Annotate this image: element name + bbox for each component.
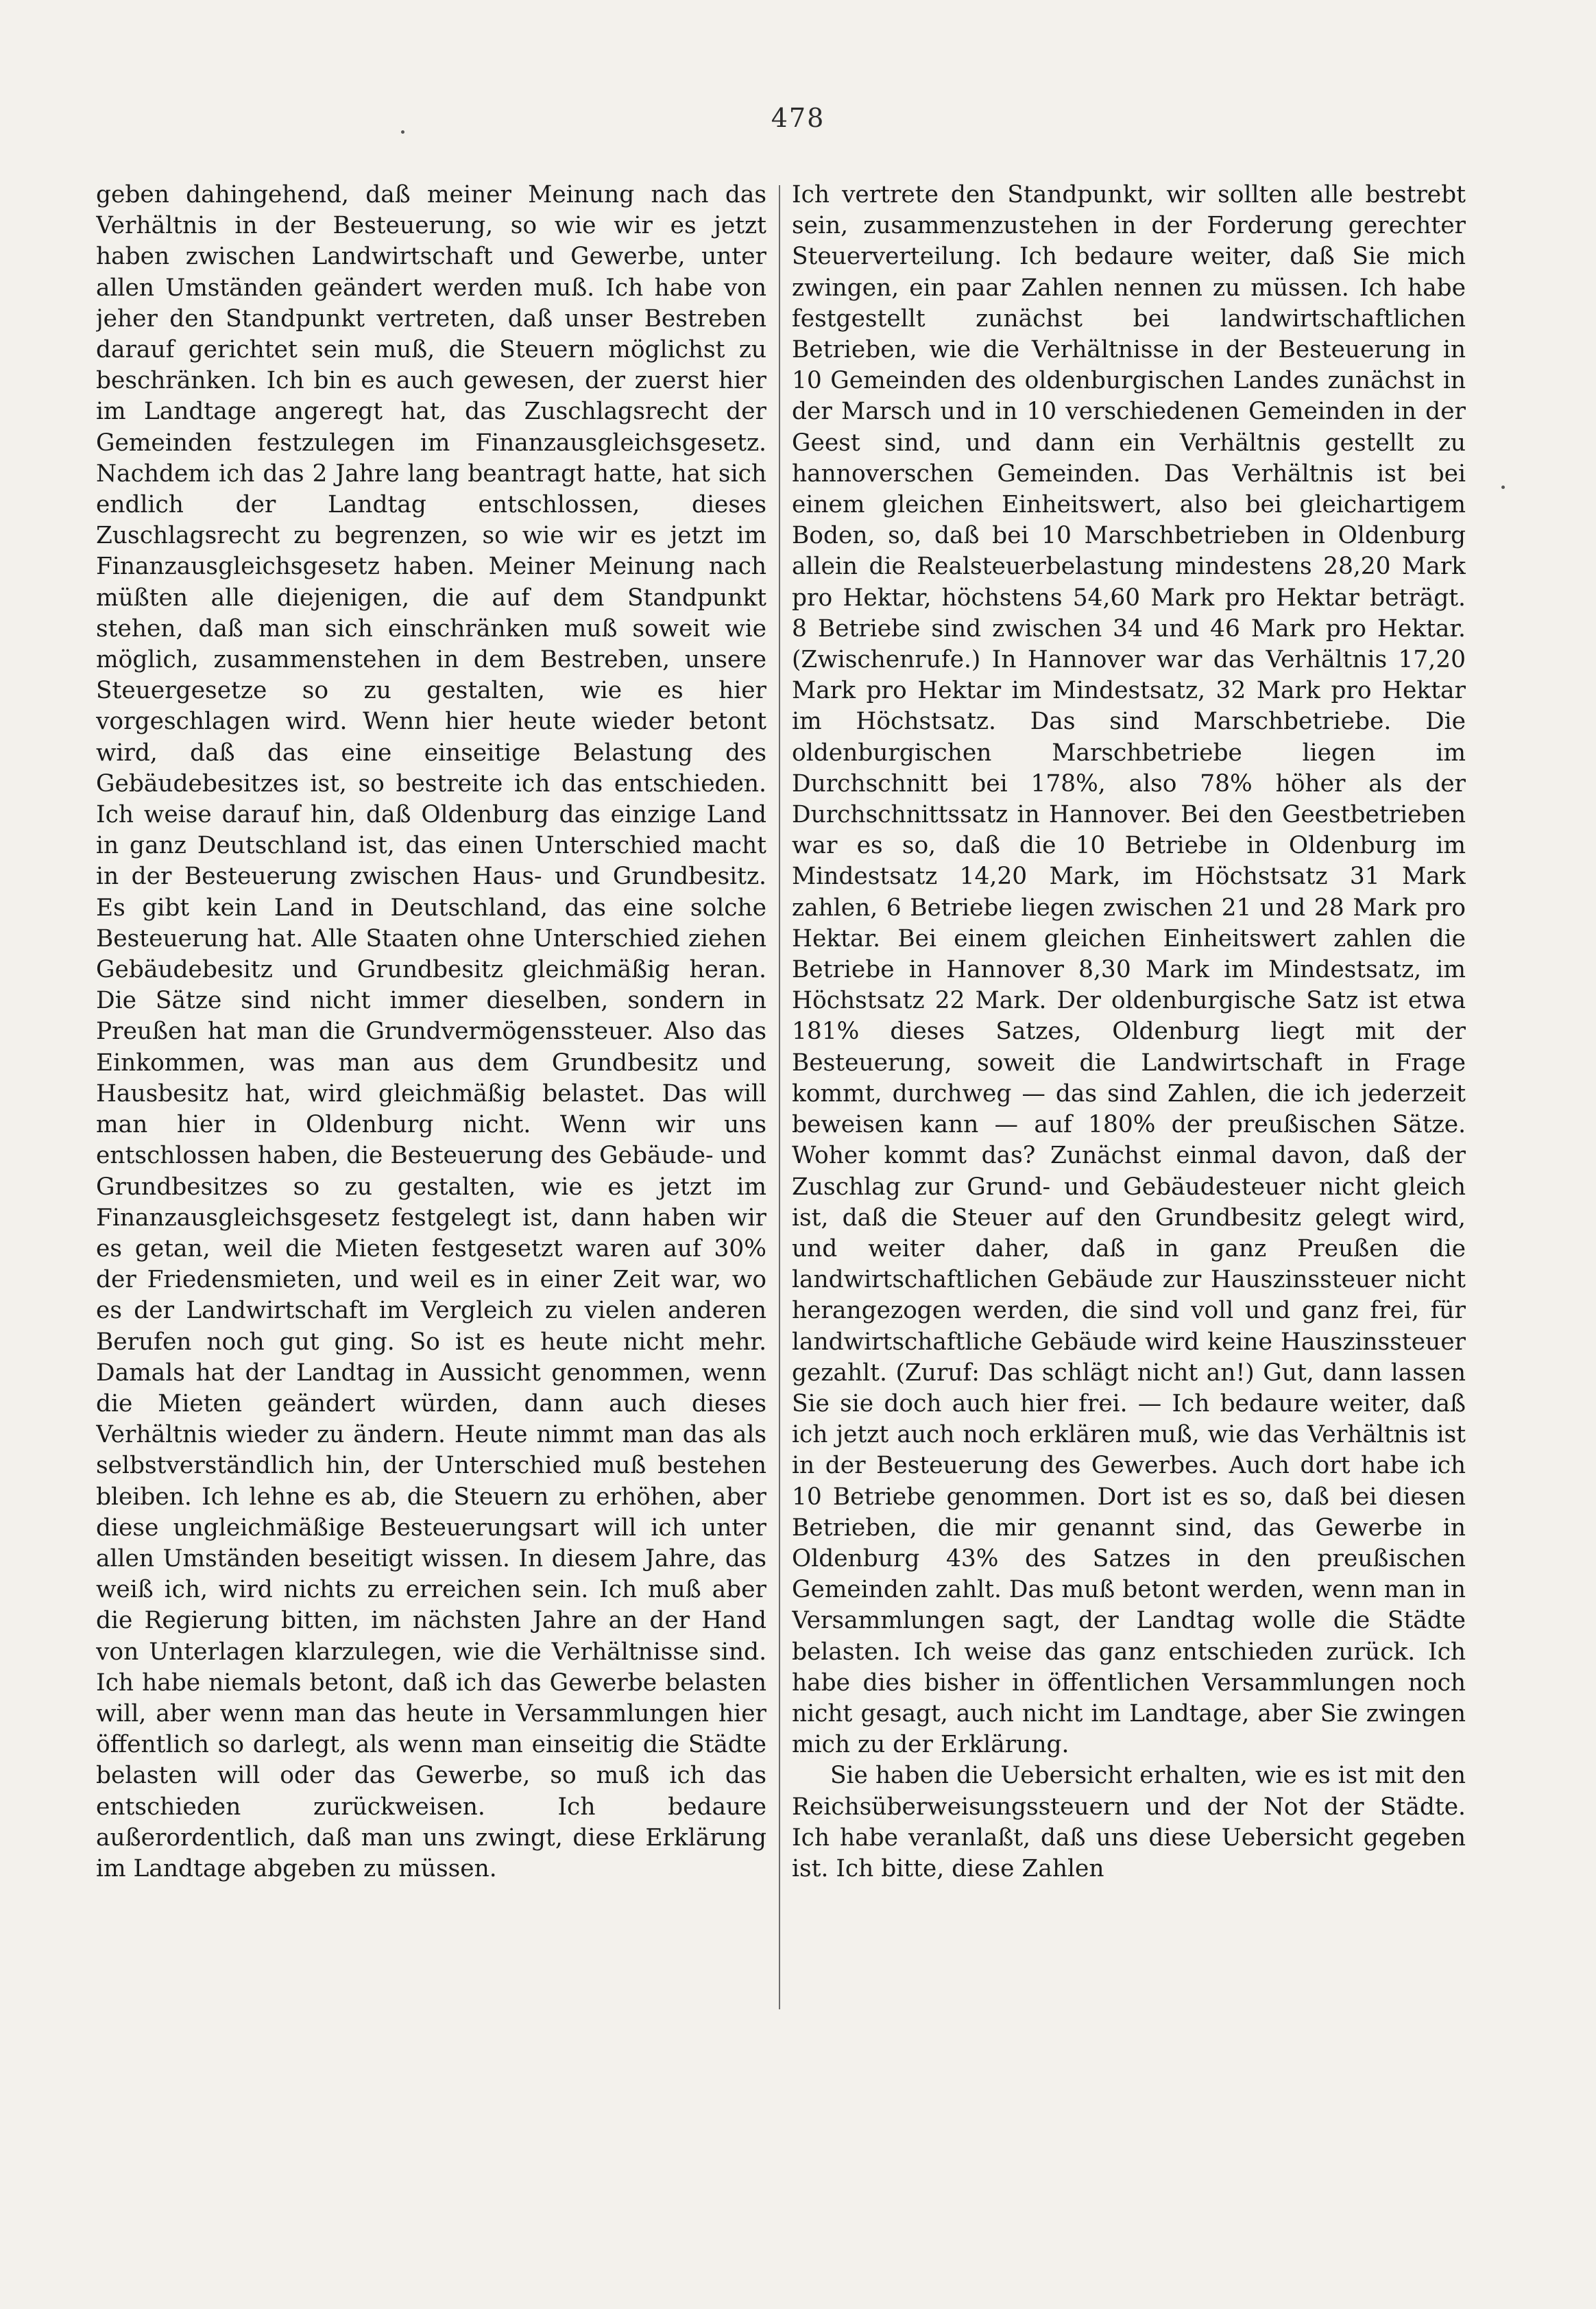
right-column <box>792 180 1466 2018</box>
page-number: 478 <box>771 103 825 133</box>
left-column <box>96 180 766 2018</box>
column-divider <box>779 185 780 2009</box>
print-speck <box>401 130 404 134</box>
right-paragraph-1: Ich vertrete den Standpunkt, wir sollten alle bestrebt sein, zusammenzustehen in der Forderung gerechter Steuerverteilung. Ich bedaure weiter, daß Sie mich zwingen, ein paar Zahlen nennen zu müssen. Ich habe festgestellt zunächst bei landwirtschaftlichen Betrieben, wie die Verhältnisse in der Besteuerung in 10 Gemeinden des oldenburgischen Landes zunächst in der Marsch und in 10 verschiedenen Gemeinden in der Geest sind, und dann ein Verhältnis gestellt zu hannoverschen Gemeinden. Das Verhältnis ist bei einem gleichen Einheitswert, also bei gleichartigem Boden, so, daß bei 10 Marschbetrieben in Oldenburg allein die Realsteuerbelastung mindestens 28,20 Mark pro Hektar, höchstens 54,60 Mark pro Hektar beträgt. 8 Betriebe sind zwischen 34 und 46 Mark pro Hektar. (Zwischenrufe.) In Hannover war das Verhältnis 17,20 Mark pro Hektar im Mindestsatz, 32 Mark pro Hektar im Höchstsatz. Das sind Marschbetriebe. Die oldenburgischen Marschbetriebe liegen im Durchschnitt bei 178%, also 78% höher als der Durchschnittssatz in Hannover. Bei den Geestbetrieben war es so, daß die 10 Betriebe in Oldenburg im Mindestsatz 14,20 Mark, im Höchstsatz 31 Mark zahlen, 6 Betriebe liegen zwischen 21 und 28 Mark pro Hektar. Bei einem gleichen Einheitswert zahlen die Betriebe in Hannover 8,30 Mark im Mindestsatz, im Höchstsatz 22 Mark. Der oldenburgische Satz ist etwa 181% dieses Satzes, Oldenburg liegt mit der Besteuerung, soweit die Landwirtschaft in Frage kommt, durchweg — das sind Zahlen, die ich jederzeit beweisen kann — auf 180% der preußischen Sätze. Woher kommt das? Zunächst einmal davon, daß der Zuschlag zur Grund- und Gebäudesteuer nicht gleich ist, daß die Steuer auf den Grundbesitz gelegt wird, und weiter daher, daß in ganz Preußen die landwirtschaftlichen Gebäude zur Hauszinssteuer nicht herangezogen werden, die sind voll und ganz frei, für landwirtschaftliche Gebäude wird keine Hauszinssteuer gezahlt. (Zuruf: Das schlägt nicht an!) Gut, dann lassen Sie sie doch auch hier frei. — Ich bedaure weiter, daß ich jetzt auch noch erklären muß, wie das Verhältnis ist in der Besteuerung des Gewerbes. Auch dort habe ich 10 Betriebe genommen. Dort ist es so, daß bei diesen Betrieben, die mir genannt sind, das Gewerbe in Oldenburg 43% des Satzes in den preußischen Gemeinden zahlt. Das muß betont werden, wenn man in Versammlungen sagt, der Landtag wolle die Städte belasten. Ich weise das ganz entschieden zurück. Ich habe dies bisher in öffentlichen Versammlungen noch nicht gesagt, auch nicht im Landtage, aber Sie zwingen mich zu der Erklärung. <box>792 181 1466 1759</box>
left-paragraph-1: geben dahingehend, daß meiner Meinung nach das Verhältnis in der Besteuerung, so wie wir es jetzt haben zwischen Landwirtschaft und Gewerbe, unter allen Umständen geändert werden muß. Ich habe von jeher den Standpunkt vertreten, daß unser Bestreben darauf gerichtet sein muß, die Steuern möglichst zu beschränken. Ich bin es auch gewesen, der zuerst hier im Landtage angeregt hat, das Zuschlagsrecht der Gemeinden festzulegen im Finanzausgleichsgesetz. Nachdem ich das 2 Jahre lang beantragt hatte, hat sich endlich der Landtag entschlossen, dieses Zuschlagsrecht zu begrenzen, so wie wir es jetzt im Finanzausgleichsgesetz haben. Meiner Meinung nach müßten alle diejenigen, die auf dem Standpunkt stehen, daß man sich einschränken muß soweit wie möglich, zusammenstehen in dem Bestreben, unsere Steuergesetze so zu gestalten, wie es hier vorgeschlagen wird. Wenn hier heute wieder betont wird, daß das eine einseitige Belastung des Gebäudebesitzes ist, so bestreite ich das entschieden. Ich weise darauf hin, daß Oldenburg das einzige Land in ganz Deutschland ist, das einen Unterschied macht in der Besteuerung zwischen Haus- und Grundbesitz. Es gibt kein Land in Deutschland, das eine solche Besteuerung hat. Alle Staaten ohne Unterschied ziehen Gebäudebesitz und Grundbesitz gleichmäßig heran. Die Sätze sind nicht immer dieselben, sondern in Preußen hat man die Grundvermögenssteuer. Also das Einkommen, was man aus dem Grundbesitz und Hausbesitz hat, wird gleichmäßig belastet. Das will man hier in Oldenburg nicht. Wenn wir uns entschlossen haben, die Besteuerung des Gebäude- und Grundbesitzes so zu gestalten, wie es jetzt im Finanzausgleichsgesetz festgelegt ist, dann haben wir es getan, weil die Mieten festgesetzt waren auf 30% der Friedensmieten, und weil es in einer Zeit war, wo es der Landwirtschaft im Vergleich zu vielen anderen Berufen noch gut ging. So ist es heute nicht mehr. Damals hat der Landtag in Aussicht genommen, wenn die Mieten geändert würden, dann auch dieses Verhältnis wieder zu ändern. Heute nimmt man das als selbstverständlich hin, der Unterschied muß bestehen bleiben. Ich lehne es ab, die Steuern zu erhöhen, aber diese ungleichmäßige Besteuerungsart will ich unter allen Umständen beseitigt wissen. In diesem Jahre, das weiß ich, wird nichts zu erreichen sein. Ich muß aber die Regierung bitten, im nächsten Jahre an der Hand von Unterlagen klarzulegen, wie die Verhältnisse sind. Ich habe niemals betont, daß ich das Gewerbe belasten will, aber wenn man das heute in Versammlungen hier öffentlich so darlegt, als wenn man einseitig die Städte belasten will oder das Gewerbe, so muß ich das entschieden zurückweisen. Ich bedaure außerordentlich, daß man uns zwingt, diese Erklärung im Landtage abgeben zu müssen. <box>96 181 766 1882</box>
print-speck <box>1501 486 1505 489</box>
right-paragraph-2: Sie haben die Uebersicht erhalten, wie es ist mit den Reichsüberweisungssteuern und der Not der Städte. Ich habe veranlaßt, daß uns diese Uebersicht gegeben ist. Ich bitte, diese Zahlen <box>792 1762 1466 1882</box>
